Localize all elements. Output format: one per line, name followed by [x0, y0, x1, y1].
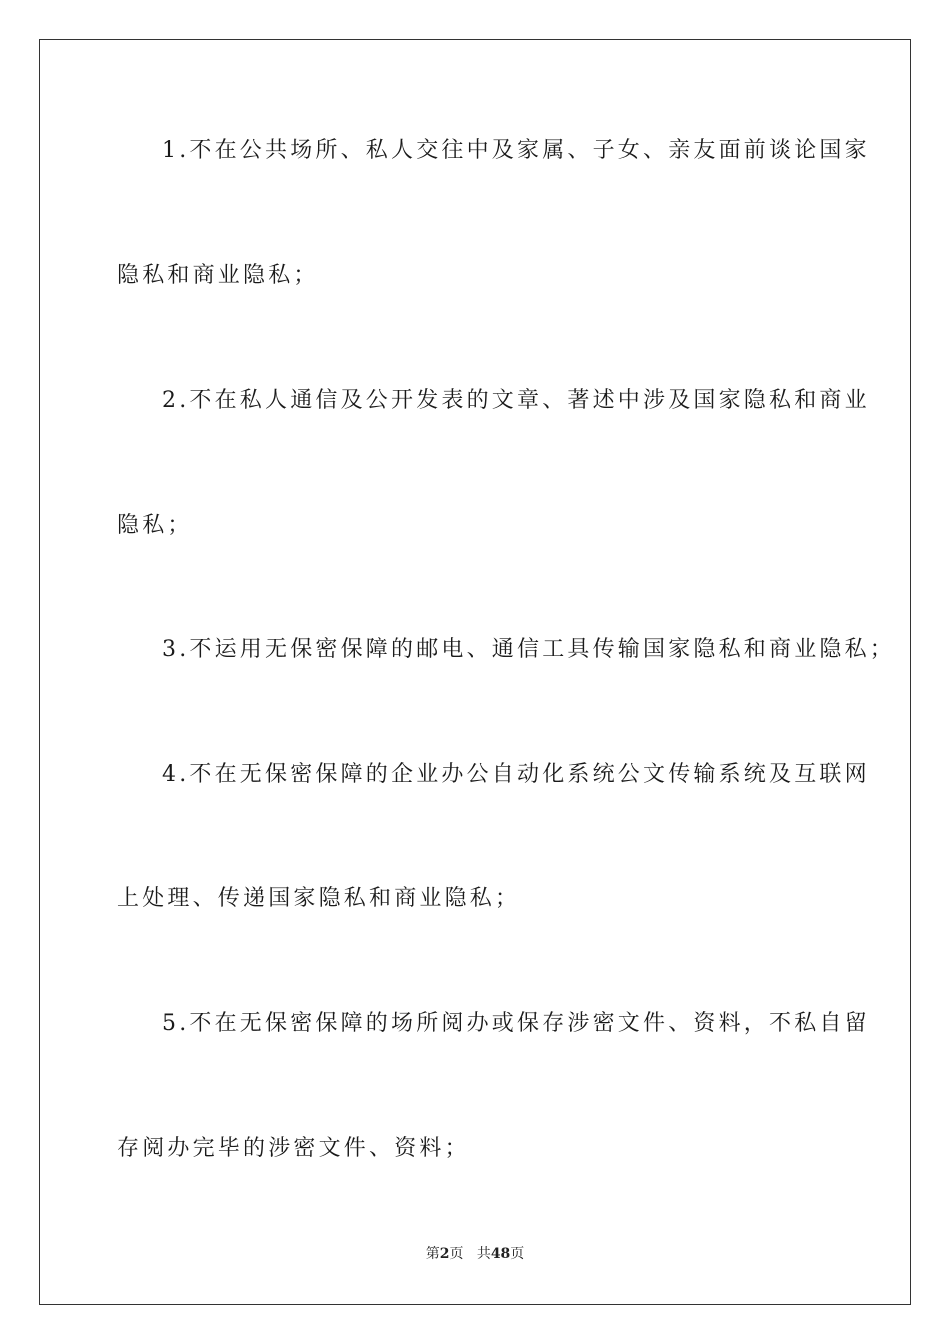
page-footer: [0, 1244, 950, 1264]
footer-page-prefix: 第: [425, 1246, 440, 1262]
footer-page-number: 2: [439, 1246, 450, 1262]
footer-total-prefix: 共: [476, 1246, 491, 1262]
page-frame: [39, 39, 911, 1305]
footer-total-suffix: 页: [510, 1246, 525, 1262]
paragraph-2-line-2: 隐私；: [117, 513, 193, 538]
footer-page-suffix: 页: [449, 1246, 464, 1262]
paragraph-5-line-2: 存阅办完毕的涉密文件、资料；: [117, 1136, 470, 1161]
paragraph-5-line-1: 5.不在无保密保障的场所阅办或保存涉密文件、资料，不私自留: [162, 1011, 870, 1036]
paragraph-3-line-1: 3.不运用无保密保障的邮电、通信工具传输国家隐私和商业隐私；: [162, 637, 895, 662]
paragraph-1-line-2: 隐私和商业隐私；: [117, 263, 319, 288]
paragraph-1-line-1: 1.不在公共场所、私人交往中及家属、子女、亲友面前谈论国家: [162, 138, 870, 163]
paragraph-2-line-1: 2.不在私人通信及公开发表的文章、著述中涉及国家隐私和商业: [162, 388, 870, 413]
footer-total-pages: 48: [490, 1246, 511, 1262]
paragraph-4-line-1: 4.不在无保密保障的企业办公自动化系统公文传输系统及互联网: [162, 762, 870, 787]
paragraph-4-line-2: 上处理、传递国家隐私和商业隐私；: [117, 886, 521, 911]
